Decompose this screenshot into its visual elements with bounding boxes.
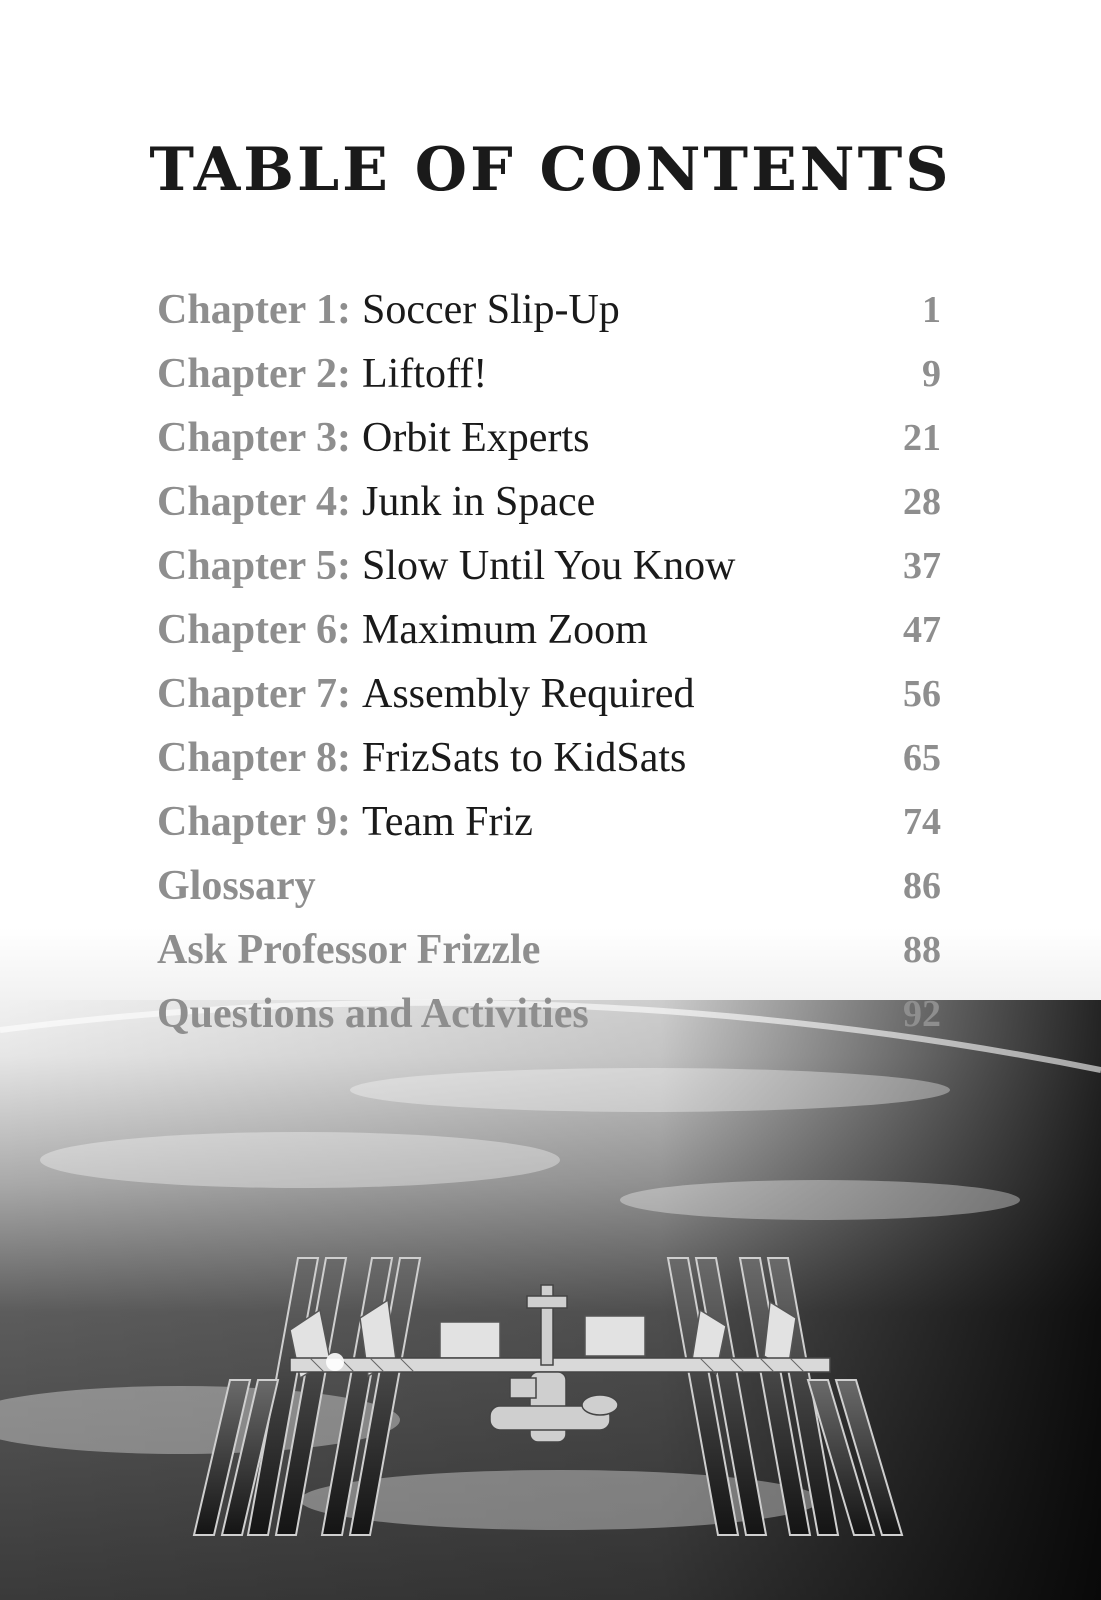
toc-entry-glossary[interactable]	[157, 854, 941, 918]
page-number: 74	[903, 801, 941, 843]
chapter-title: Assembly Required	[362, 671, 695, 717]
page-number: 1	[922, 289, 941, 331]
chapter-label: Chapter 7:	[157, 671, 352, 717]
chapter-title: Junk in Space	[362, 479, 596, 525]
section-title: Questions and Activities	[157, 991, 589, 1037]
page-number: 88	[903, 929, 941, 971]
toc-entry-chapter-4[interactable]	[157, 470, 941, 534]
chapter-title: Liftoff!	[362, 351, 488, 397]
toc-entry-chapter-7[interactable]	[157, 662, 941, 726]
toc-entry-chapter-8[interactable]	[157, 726, 941, 790]
page-number: 56	[903, 673, 941, 715]
chapter-label: Chapter 3:	[157, 415, 352, 461]
chapter-label: Chapter 8:	[157, 735, 352, 781]
page-number: 92	[903, 993, 941, 1035]
chapter-title: FrizSats to KidSats	[362, 735, 687, 781]
chapter-title: Team Friz	[362, 799, 533, 845]
toc-entry-chapter-5[interactable]	[157, 534, 941, 598]
toc-entry-chapter-1[interactable]	[157, 278, 941, 342]
section-title: Glossary	[157, 863, 316, 909]
page-number: 86	[903, 865, 941, 907]
toc-entry-questions-and-activities[interactable]	[157, 982, 941, 1046]
toc-entry-chapter-9[interactable]	[157, 790, 941, 854]
chapter-label: Chapter 1:	[157, 287, 352, 333]
chapter-label: Chapter 6:	[157, 607, 352, 653]
page-number: 9	[922, 353, 941, 395]
page-number: 28	[903, 481, 941, 523]
toc-entry-chapter-3[interactable]	[157, 406, 941, 470]
toc-entry-ask-professor-frizzle[interactable]	[157, 918, 941, 982]
section-title: Ask Professor Frizzle	[157, 927, 541, 973]
page-number: 65	[903, 737, 941, 779]
chapter-label: Chapter 5:	[157, 543, 352, 589]
chapter-title: Slow Until You Know	[362, 543, 736, 589]
page-number: 37	[903, 545, 941, 587]
chapter-label: Chapter 4:	[157, 479, 352, 525]
chapter-title: Orbit Experts	[362, 415, 590, 461]
chapter-title: Soccer Slip-Up	[362, 287, 620, 333]
page-title: TABLE OF CONTENTS	[149, 135, 952, 205]
chapter-title: Maximum Zoom	[362, 607, 648, 653]
toc-entry-chapter-2[interactable]	[157, 342, 941, 406]
page-number: 21	[903, 417, 941, 459]
chapter-label: Chapter 9:	[157, 799, 352, 845]
table-of-contents	[157, 278, 941, 1046]
toc-entry-chapter-6[interactable]	[157, 598, 941, 662]
chapter-label: Chapter 2:	[157, 351, 352, 397]
page-number: 47	[903, 609, 941, 651]
